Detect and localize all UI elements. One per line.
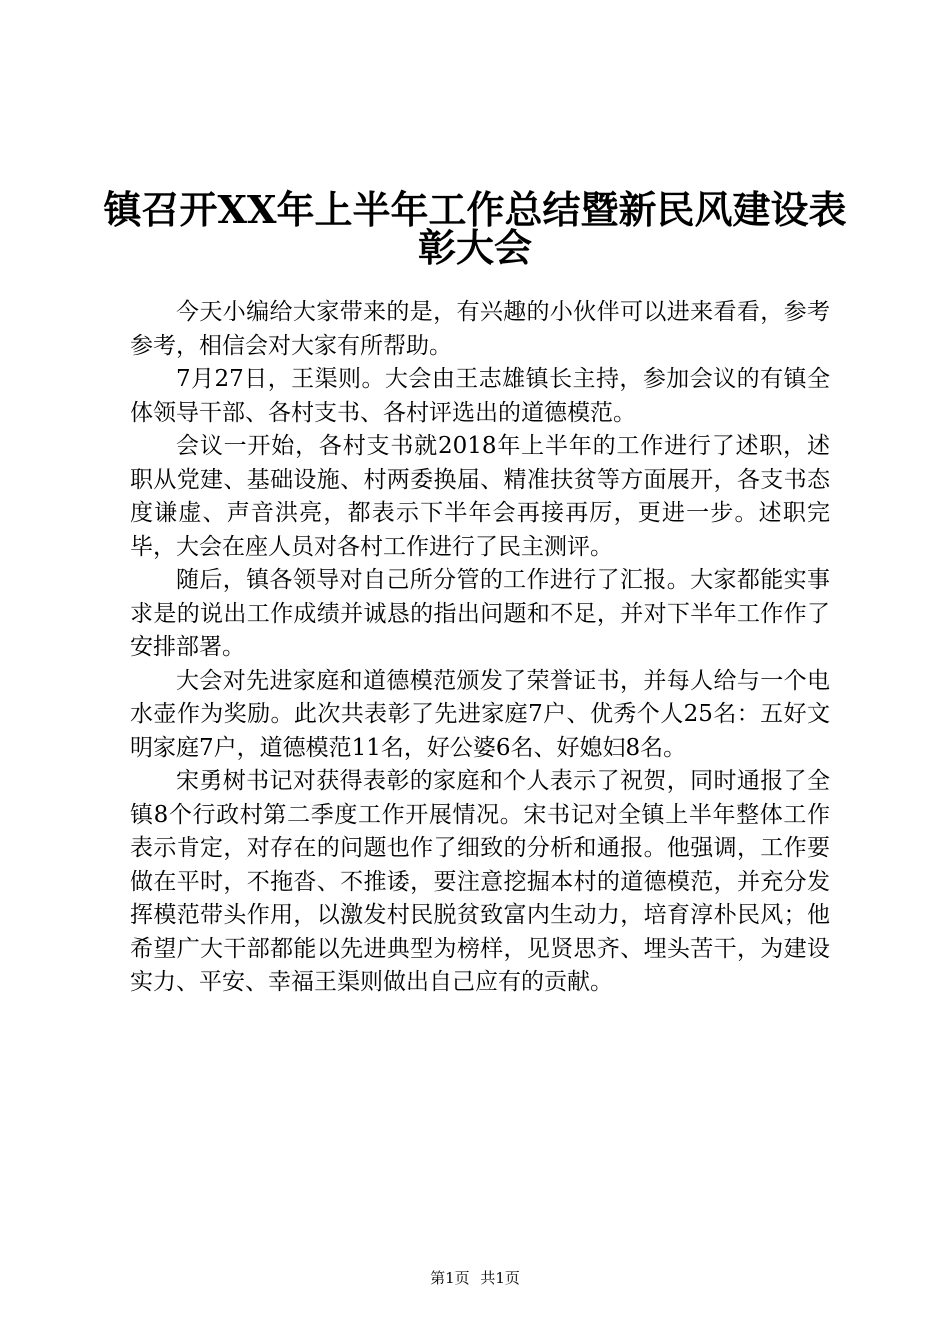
- document-title-line-2: 彰大会: [417, 225, 532, 270]
- paragraph-leader-report: 随后，镇各领导对自己所分管的工作进行了汇报。大家都能实事求是的说出工作成绩并诚恳的指出问题和不足，并对下半年工作作了安排部署。: [130, 567, 830, 660]
- document-title-line-1: 镇召开XX年上半年工作总结暨新民风建设表: [103, 187, 847, 232]
- page-footer: [0, 1268, 950, 1288]
- paragraph-secretary-speech: 宋勇树书记对获得表彰的家庭和个人表示了祝贺，同时通报了全镇8个行政村第二季度工作开展情况。宋书记对全镇上半年整体工作表示肯定，对存在的问题也作了细致的分析和通报。他强调，工作要做在平时，不拖沓、不推诿，要注意挖掘本村的道德模范，并充分发挥模范带头作用，以激发村民脱贫致富内生动力，培育淳朴民风；他希望广大干部都能以先进典型为榜样，见贤思齐、埋头苦干，为建设实力、平安、幸福王渠则做出自己应有的贡献。: [130, 768, 830, 995]
- page-number: 第1页: [430, 1269, 470, 1287]
- page-total: 共1页: [480, 1269, 520, 1287]
- paragraph-intro: 今天小编给大家带来的是，有兴趣的小伙伴可以进来看看，参考参考，相信会对大家有所帮助。: [130, 299, 830, 359]
- paragraph-work-report: 会议一开始，各村支书就2018年上半年的工作进行了述职，述职从党建、基础设施、村两委换届、精准扶贫等方面展开，各支书态度谦虚、声音洪亮，都表示下半年会再接再厉，更进一步。述职完毕，大会在座人员对各村工作进行了民主测评。: [130, 433, 830, 560]
- paragraph-meeting-info: 7月27日，王渠则。大会由王志雄镇长主持，参加会议的有镇全体领导干部、各村支书、各村评选出的道德模范。: [130, 366, 830, 426]
- paragraph-awards: 大会对先进家庭和道德模范颁发了荣誉证书，并每人给与一个电水壶作为奖励。此次共表彰了先进家庭7户、优秀个人25名：五好文明家庭7户，道德模范11名，好公婆6名、好媳妇8名。: [130, 667, 830, 761]
- document-body: [130, 296, 830, 1000]
